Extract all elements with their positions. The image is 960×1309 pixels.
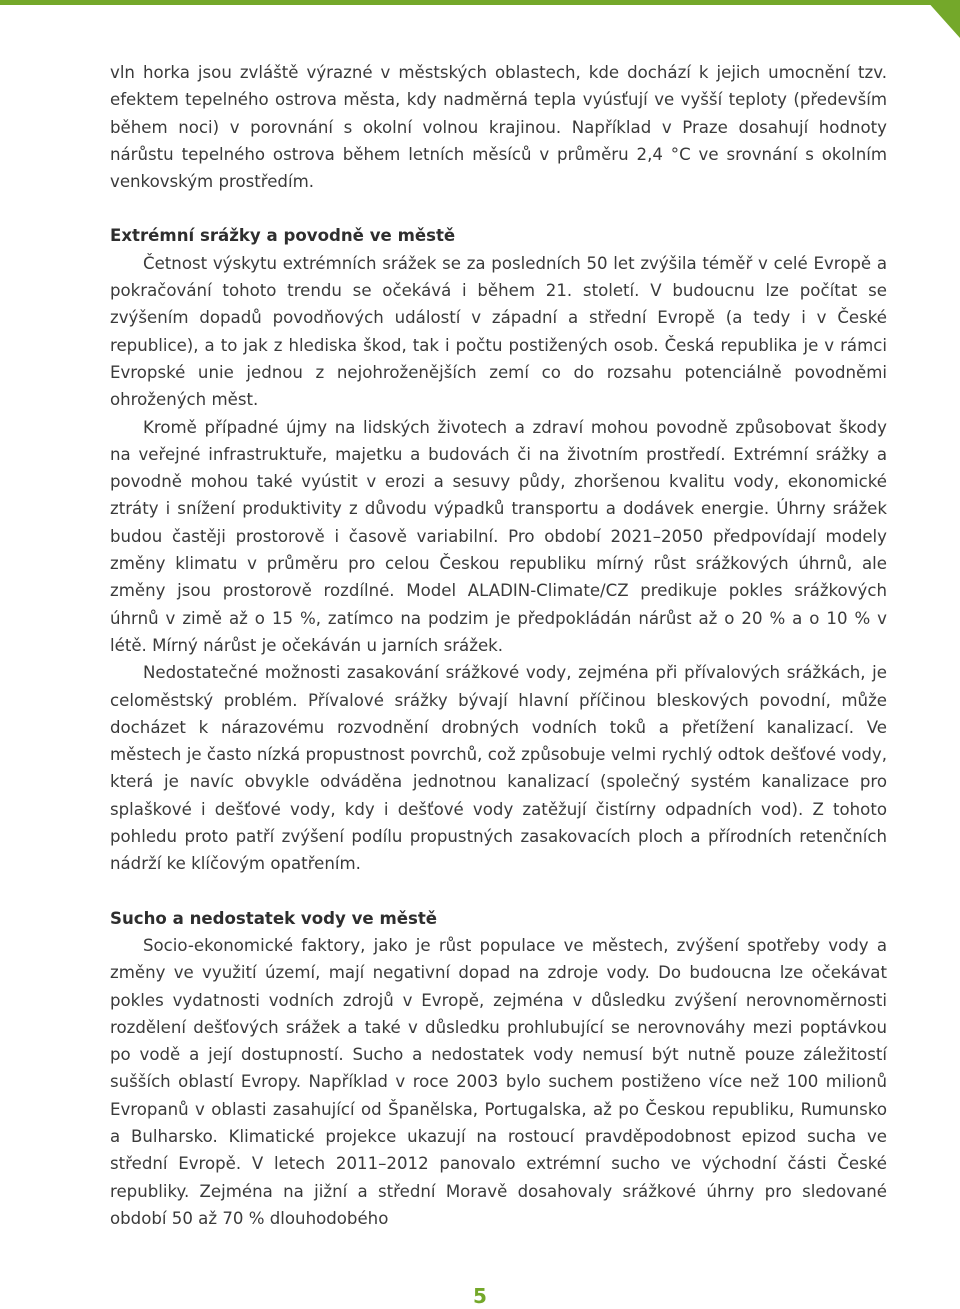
corner-accent [926, 0, 960, 38]
drought-paragraph-1: Socio-ekonomické faktory, jako je růst populace ve městech, zvýšení spotřeby vody a změny ve využití území, mají negativní dopad na zdroje vody. Do budoucna lze očekávat pokles vydatnosti vodních zdrojů v Evropě, zejména v důsledku zvýšení nerovnoměrnosti rozdělení dešťových srážek a také v důsledku prohlubující se nerovnováhy mezi poptávkou po vodě a její dostupností. Sucho a nedostatek vody nemusí být nutně pouze záležitostí sušších oblastí Evropy. Například v roce 2003 bylo suchem postiženo více než 100 milionů Evropanů v oblasti zasahující od Španělska, Portugalska, až po Českou republiku, Rumunsko a Bulharsko. Klimatické projekce ukazují na rostoucí pravděpodobnost epizod sucha ve střední Evropě. V letech 2011–2012 panovalo extrémní sucho ve východní části České republiky. Zejména na jižní a střední Moravě dosahovaly srážkové úhrny pro sledované období 50 až 70 % dlouhodobého [110, 935, 887, 1228]
top-accent-bar [0, 0, 960, 5]
floods-paragraph-3: Nedostatečné možnosti zasakování srážkové vody, zejména při přívalových srážkách, je celoměstský problém. Přívalové srážky bývají hlavní příčinou bleskových povodní, může docházet k nárazovému rozvodnění drobných vodních toků a přetížení kanalizací. Ve městech je často nízká propustnost povrchů, což způsobuje velmi rychlý odtok dešťové vody, která je navíc obvykle odváděna jednotnou kanalizací (společný systém kanalizace pro splaškové i dešťové vody, kdy i dešťové vody zatěžují čistírny odpadních vod). Z tohoto pohledu proto patří zvýšení podílu propustných zasakovacích ploch a přírodních retenčních nádrží ke klíčovým opatřením. [110, 663, 887, 874]
floods-paragraph-1: Četnost výskytu extrémních srážek se za posledních 50 let zvýšila téměř v celé Evropě a pokračování tohoto trendu se očekává i během 21. století. V budoucnu lze počítat se zvýšením dopadů povodňových událostí v západní a střední Evropě (a tedy i v České republice), a to jak z hlediska škod, tak i počtu postižených osob. Česká republika je v rámci Evropské unie jednou z nejohroženějších zemí co do rozsahu potenciálně povodněmi ohrožených měst. [110, 253, 887, 410]
page-content [110, 59, 887, 1232]
heading-floods: Extrémní srážky a povodně ve městě [110, 226, 456, 246]
page-number: 5 [473, 1284, 487, 1308]
heading-drought: Sucho a nedostatek vody ve městě [110, 908, 438, 928]
floods-paragraph-2: Kromě případné újmy na lidských životech a zdraví mohou povodně způsobovat škody na veřejné infrastruktuře, majetku a budovách či na životním prostředí. Extrémní srážky a povodně mohou také vyústit v erozi a sesuvy půdy, zhoršenou kvalitu vody, ekonomické ztráty i snížení produktivity z důvodu výpadků transportu a dodávek energie. Úhrny srážek budou častěji prostorově i časově variabilní. Pro období 2021–2050 předpovídají modely změny klimatu v průměru pro celou Českou republiku mírný růst srážkových úhrnů, ale změny jsou prostorově rozdílné. Model ALADIN-Climate/CZ predikuje pokles srážkových úhrnů v zimě až o 15 %, zatímco na podzim je předpokládán nárůst až o 20 % a o 10 % v létě. Mírný nárůst je očekáván u jarních srážek. [110, 417, 887, 655]
intro-paragraph: vln horka jsou zvláště výrazné v městských oblastech, kde dochází k jejich umocnění tzv. efektem tepelného ostrova města, kdy nadměrná tepla vyúsťují ve vyšší teploty (především během noci) v porovnání s okolní volnou krajinou. Například v Praze dosahují hodnoty nárůstu tepelného ostrova během letních měsíců v průměru 2,4 °C ve srovnání s okolním venkovským prostředím. [110, 63, 887, 192]
